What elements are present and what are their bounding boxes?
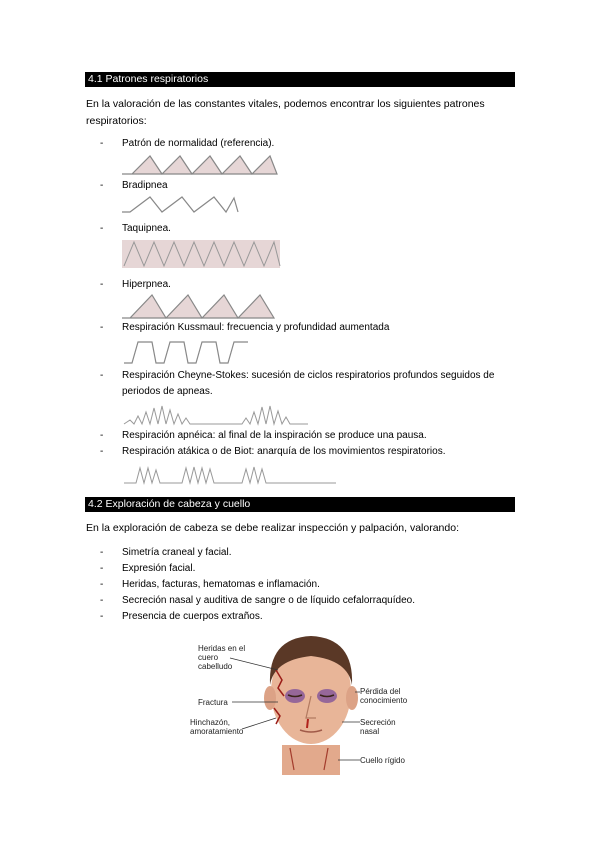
list-item-label: Respiración Cheyne-Stokes: sucesión de ciclos respiratorios profundos seguidos de periodos de apneas. xyxy=(122,370,495,397)
list-dash: - xyxy=(100,547,104,558)
list-item-label: Taquipnea. xyxy=(122,223,171,234)
list-dash: - xyxy=(100,180,104,191)
label-hinchazon: Hinchazón, amoratamiento xyxy=(190,718,244,736)
label-perdida: Pérdida del conocimiento xyxy=(360,687,408,705)
label-heridas: Heridas en el cuero cabelludo xyxy=(198,644,246,671)
list-item-label: Expresión facial. xyxy=(122,563,196,574)
section-intro-respiratory: En la valoración de las constantes vitales, podemos encontrar los siguientes patrones respiratorios: xyxy=(86,98,485,127)
cheyne-stokes-wave xyxy=(122,402,312,428)
list-item-label: Respiración Kussmaul: frecuencia y profundidad aumentada xyxy=(122,322,390,333)
label-fractura: Fractura xyxy=(198,698,228,707)
list-dash: - xyxy=(100,370,104,381)
list-dash: - xyxy=(100,563,104,574)
list-dash: - xyxy=(100,322,104,333)
list-item-label: Hiperpnea. xyxy=(122,279,171,290)
list-item-label: Patrón de normalidad (referencia). xyxy=(122,138,275,149)
head-injury-figure xyxy=(190,630,410,775)
biot-wave xyxy=(122,462,340,486)
section-header-head-neck: 4.2 Exploración de cabeza y cuello xyxy=(85,497,515,512)
list-item-label: Presencia de cuerpos extraños. xyxy=(122,611,263,622)
list-dash: - xyxy=(100,611,104,622)
list-item-label: Simetría craneal y facial. xyxy=(122,547,232,558)
bradipnea-wave xyxy=(122,194,242,216)
kussmaul-wave xyxy=(122,338,252,366)
list-item-label: Heridas, facturas, hematomas e inflamación. xyxy=(122,579,320,590)
list-dash: - xyxy=(100,446,104,457)
normal-pattern-wave xyxy=(122,152,282,178)
list-dash: - xyxy=(100,595,104,606)
list-dash: - xyxy=(100,430,104,441)
list-item-label: Respiración atákica o de Biot: anarquía de los movimientos respiratorios. xyxy=(122,446,446,457)
section-intro-head-neck: En la exploración de cabeza se debe realizar inspección y palpación, valorando: xyxy=(86,522,459,534)
list-dash: - xyxy=(100,579,104,590)
taquipnea-wave xyxy=(122,236,284,272)
label-cuello: Cuello rígido xyxy=(360,756,405,765)
hiperpnea-wave xyxy=(122,292,282,322)
list-dash: - xyxy=(100,223,104,234)
label-secrecion: Secreción nasal xyxy=(360,718,396,736)
list-item-label: Secreción nasal y auditiva de sangre o de líquido cefalorraquídeo. xyxy=(122,595,415,606)
list-item-label: Bradipnea xyxy=(122,180,168,191)
list-dash: - xyxy=(100,138,104,149)
list-dash: - xyxy=(100,279,104,290)
list-item-label: Respiración apnéica: al final de la inspiración se produce una pausa. xyxy=(122,430,427,441)
section-header-respiratory: 4.1 Patrones respiratorios xyxy=(85,72,515,87)
